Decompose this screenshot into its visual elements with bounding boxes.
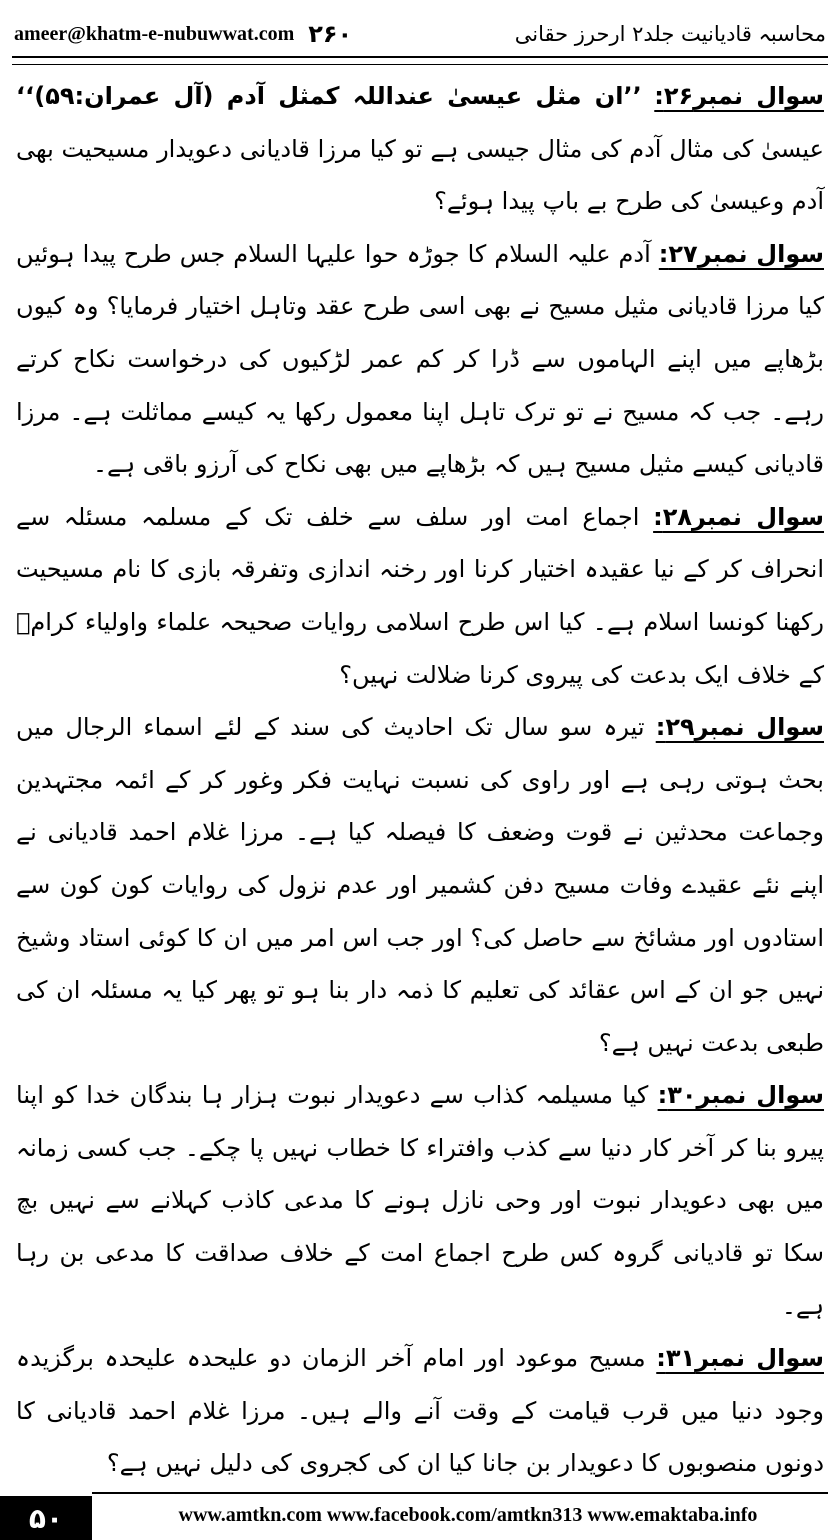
question-31 [16,1332,824,1490]
header-page-number: ۲۶۰ [308,20,353,48]
page-body [16,70,825,1478]
question-label: سوال نمبر۳۰: [657,1081,825,1110]
question-text: عیسیٰ کی مثال آدم کی مثال جیسی ہے تو کیا مرزا قادیانی دعویدار مسیحیت بھی آدم وعیسیٰ کی طرح بے باپ پیدا ہوئے؟ [16,134,824,216]
header-divider [12,56,828,65]
question-text: اجماع امت اور سلف سے خلف تک کے مسلمہ مسئلہ سے انحراف کر کے نیا عقیدہ اختیار کرنا اور رخنہ اندازی وتفرقہ بازی کا نام مسیحیت رکھنا کونسا اسلام ہے۔ کیا اس طرح اسلامی روایات صحیحہ علماء واولیاء کرامؒ کے خلاف ایک بدعت کی پیروی کرنا ضلالت نہیں؟ [16,502,824,689]
question-label: سوال نمبر۲۹: [655,713,824,742]
question-text: تیرہ سو سال تک احادیث کی سند کے لئے اسماء الرجال میں بحث ہوتی رہی ہے اور راوی کی نسبت نہایت فکر وغور کر کے ائمہ مجتہدین وجماعت محدثین نے قوت وضعف کا فیصلہ کیا ہے۔ مرزا غلام احمد قادیانی نے اپنے نئے عقیدے وفات مسیح دفن کشمیر اور عدم نزول کی روایات کون کون سے استادوں اور مشائخ سے حاصل کی؟ اور جب اس امر میں ان کا کوئی استاد وشیخ نہیں جو ان کے اس عقائد کی تعلیم کا ذمہ دار بنا ہو تو پھر کیا یہ مسئلہ ان کی طبعی بدعت نہیں ہے؟ [16,713,824,1057]
header-email: ameer@khatm-e-nubuwwat.com [14,22,295,45]
question-label: سوال نمبر۳۱: [656,1344,824,1373]
question-label: سوال نمبر۲۶: [654,82,824,110]
question-text: کیا مسیلمہ کذاب سے دعویدار نبوت ہزار ہا بندگان خدا کو اپنا پیرو بنا کر آخر کار دنیا سے کذب وافتراء کا خطاب نہیں پا چکے۔ جب کسی زمانہ میں بھی دعویدار نبوت اور وحی نازل ہونے کا مدعی کاذب کہلانے سے نہیں بچ سکا تو قادیانی گروہ کس طرح اجماع امت کے خلاف صداقت کا مدعی بن رہا ہے۔ [16,1081,824,1320]
footer-divider [92,1492,828,1494]
question-label: سوال نمبر۲۷: [658,239,824,268]
page-header [14,14,826,54]
header-left [14,20,352,48]
footer-urls: www.amtkn.com www.facebook.com/amtkn313 www.emaktaba.info [178,1504,758,1526]
quran-quote: ’’ان مثل عیسیٰ عنداللہ کمثل آدم (آل عمران:۵۹)‘‘ [16,82,642,110]
question-text: آدم علیہ السلام کا جوڑہ حوا علیہا السلام جس طرح پیدا ہوئیں کیا مرزا قادیانی مثیل مسیح نے بھی اسی طرح عقد وتاہل اختیار فرمایا؟ وہ کیوں بڑھاپے میں اپنے الہاموں سے ڈرا کر کم عمر لڑکیوں کی درخواست نکاح کرتے رہے۔ جب کہ مسیح نے تو ترک تاہل اپنا معمول رکھا یہ کیسے مماثلت ہے۔ مرزا قادیانی کیسے مثیل مسیح ہیں کہ بڑھاپے میں بھی نکاح کی آرزو باقی ہے۔ [16,239,824,479]
question-text: مسیح موعود اور امام آخر الزمان دو علیحدہ علیحدہ برگزیدہ وجود دنیا میں قرب قیامت کے وقت آنے والے ہیں۔ مرزا غلام احمد قادیانی کا دونوں منصوبوں کا دعویدار بن جانا کیا ان کی کجروی کی دلیل نہیں ہے؟ [16,1344,824,1478]
header-book-title: محاسبہ قادیانیت جلد۲ ارحرز حقانی [514,22,826,46]
question-28 [16,491,824,701]
page-footer [0,1496,840,1540]
question-26 [16,70,824,228]
question-27 [16,228,824,491]
question-label: سوال نمبر۲۸: [653,502,824,531]
question-30 [16,1069,824,1332]
question-29 [16,701,824,1069]
footer-page-number: ۵۰ [0,1496,92,1540]
